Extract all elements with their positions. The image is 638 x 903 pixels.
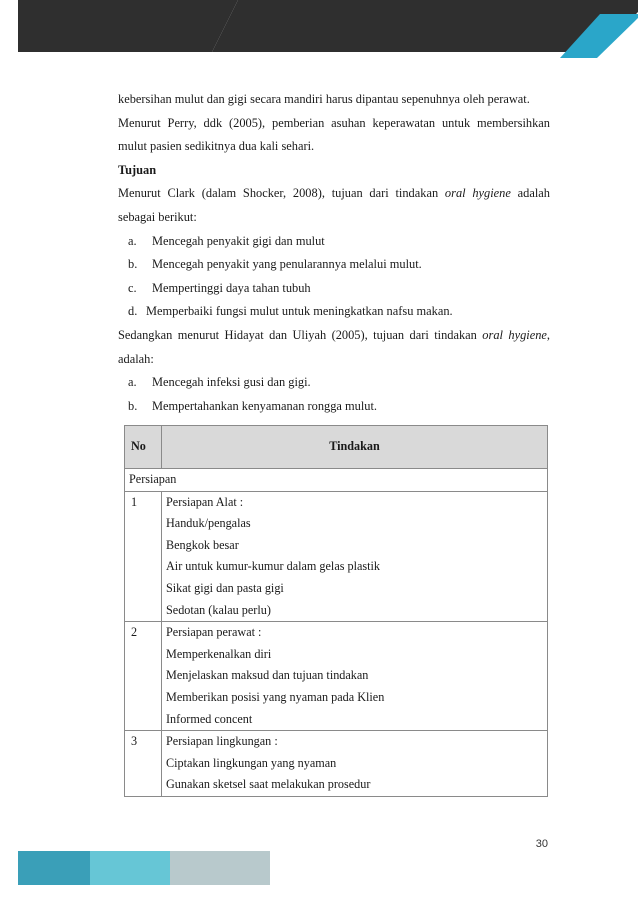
row-line: Ciptakan lingkungan yang nyaman: [166, 755, 337, 770]
row-content: [162, 491, 548, 622]
list-item: d. Memperbaiki fungsi mulut untuk meningkatkan nafsu makan.: [128, 304, 453, 319]
list-item: a. Mencegah penyakit gigi dan mulut: [128, 233, 325, 248]
row-number: 2: [125, 622, 162, 731]
paragraph-4: Sedangkan menurut Hidayat dan Uliyah (2005), tujuan dari tindakan oral hygiene, adalah:: [118, 327, 551, 366]
row-content: [162, 731, 548, 797]
row-number: 3: [125, 731, 162, 797]
list-item: b. Mencegah penyakit yang penularannya melalui mulut.: [128, 257, 422, 272]
footer-block-light: [170, 851, 270, 885]
page-number: 30: [535, 838, 548, 850]
list-item: c. Mempertinggi daya tahan tubuh: [128, 280, 311, 295]
row-line: Gunakan sketsel saat melakukan prosedur: [166, 777, 371, 792]
table-row: [125, 731, 548, 797]
row-number: 1: [125, 491, 162, 622]
row-line: Informed concent: [166, 711, 253, 726]
table-header-row: [125, 426, 548, 469]
paragraph-3: Menurut Clark (dalam Shocker, 2008), tujuan dari tindakan oral hygiene adalah sebagai berikut:: [118, 186, 550, 224]
row-title: Persiapan lingkungan :: [166, 734, 278, 749]
footer-block-mid: [90, 851, 170, 885]
row-line: Memperkenalkan diri: [166, 646, 272, 661]
row-content: [162, 622, 548, 731]
footer-block-dark: [18, 851, 90, 885]
row-line: Memberikan posisi yang nyaman pada Klien: [166, 689, 385, 704]
purpose-list-2: [118, 371, 550, 418]
table-row: [125, 491, 548, 622]
paragraph-1: kebersihan mulut dan gigi secara mandiri harus dipantau sepenuhnya oleh perawat.: [118, 92, 530, 106]
row-title: Persiapan perawat :: [166, 625, 262, 640]
table-row: [125, 622, 548, 731]
list-item: a. Mencegah infeksi gusi dan gigi.: [128, 375, 311, 390]
row-title: Persiapan Alat :: [166, 494, 244, 509]
section-label: Persiapan: [125, 469, 548, 492]
procedure-table: [124, 425, 548, 797]
row-line: Sikat gigi dan pasta gigi: [166, 580, 284, 595]
row-line: Bengkok besar: [166, 537, 239, 552]
header-dark-band: [18, 0, 238, 52]
row-line: Air untuk kumur-kumur dalam gelas plastik: [166, 559, 381, 574]
table-section-row: [125, 469, 548, 492]
row-line: Menjelaskan maksud dan tujuan tindakan: [166, 668, 369, 683]
header-decoration: [0, 0, 638, 60]
column-header-no: No: [125, 426, 162, 469]
list-item: b. Mempertahankan kenyamanan rongga mulut.: [128, 398, 378, 413]
purpose-list-1: [118, 230, 550, 324]
row-line: Sedotan (kalau perlu): [166, 602, 271, 617]
paragraph-2: Menurut Perry, ddk (2005), pemberian asuhan keperawatan untuk membersihkan mulut pasien sedikitnya dua kali sehari.: [118, 115, 550, 154]
column-header-tindakan: Tindakan: [162, 426, 548, 469]
row-line: Handuk/pengalas: [166, 516, 251, 531]
body-text: [118, 88, 550, 418]
section-heading: Tujuan: [118, 162, 157, 177]
